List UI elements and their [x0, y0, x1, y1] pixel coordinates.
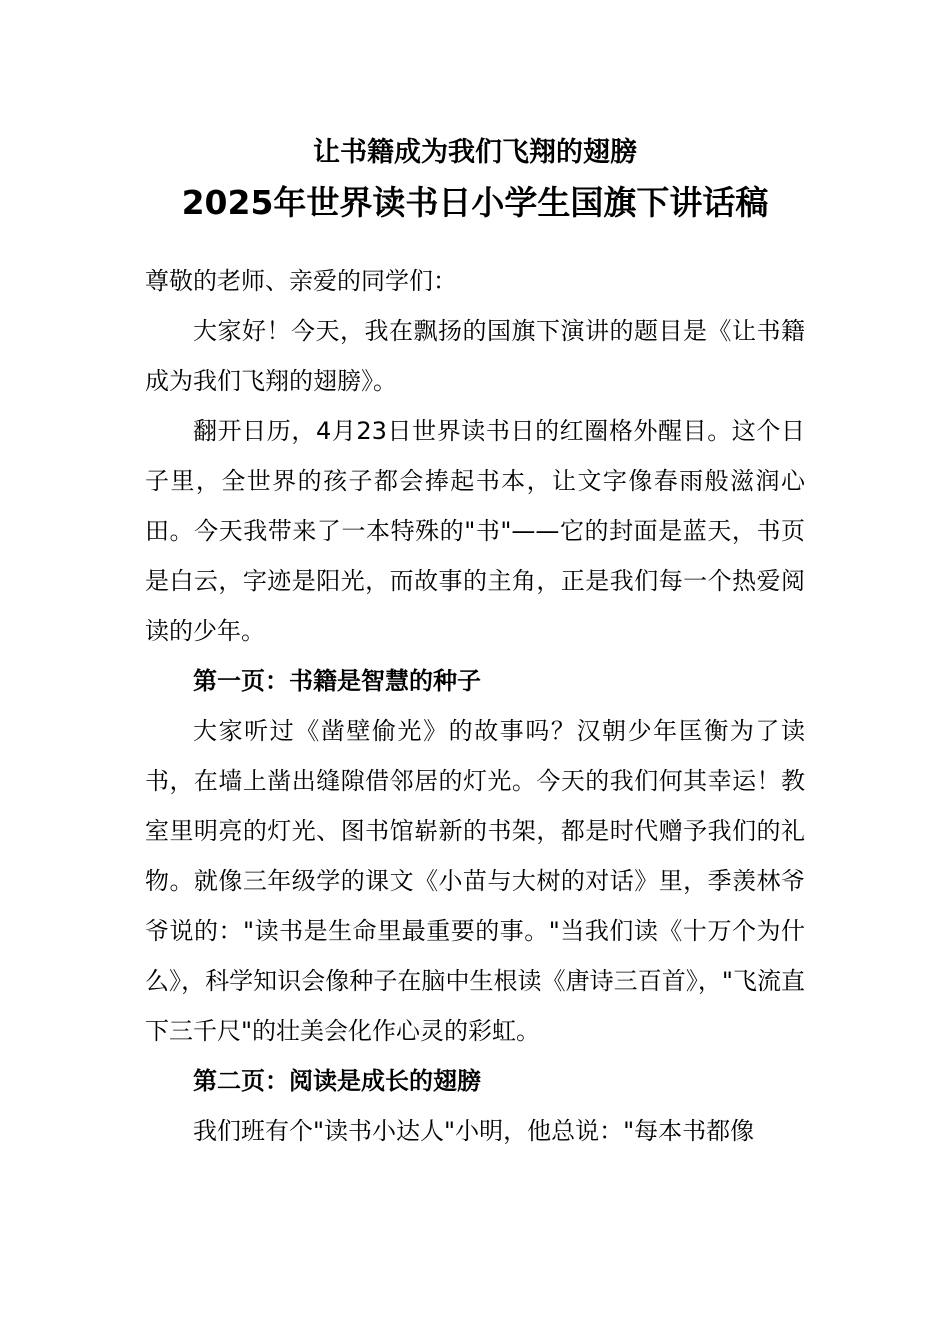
section-paragraph-1: 大家听过《凿壁偷光》的故事吗？汉朝少年匡衡为了读书，在墙上凿出缝隙借邻居的灯光。今天的我们何其幸运！教室里明亮的灯光、图书馆崭新的书架，都是时代赠予我们的礼物。就像三年级学的课文《小苗与大树的对话》里，季羡林爷爷说的："读书是生命里最重要的事。"当我们读《十万个为什么》，科学知识会像种子在脑中生根读《唐诗三百首》，"飞流直下三千尺"的壮美会化作心灵的彩虹。	[145, 717, 805, 1045]
section-heading-2: 第二页：阅读是成长的翅膀	[193, 1067, 481, 1095]
document-subtitle: 2025年世界读书日小学生国旗下讲话稿	[181, 183, 769, 222]
section-paragraph-2: 我们班有个"读书小达人"小明，他总说："每本书都像	[193, 1117, 755, 1145]
paragraph-intro: 大家好！今天，我在飘扬的国旗下演讲的题目是《让书籍成为我们飞翔的翅膀》。	[145, 317, 805, 395]
document-title: 让书籍成为我们飞翔的翅膀	[313, 137, 637, 168]
document-body	[145, 256, 805, 1156]
greeting: 尊敬的老师、亲爱的同学们：	[145, 267, 457, 295]
paragraph-calendar: 翻开日历，4月23日世界读书日的红圈格外醒目。这个日子里，全世界的孩子都会捧起书本，让文字像春雨般滋润心田。今天我带来了一本特殊的"书"——它的封面是蓝天，书页是白云，字迹是阳光，而故事的主角，正是我们每一个热爱阅读的少年。	[145, 417, 805, 645]
section-heading-1: 第一页：书籍是智慧的种子	[193, 667, 481, 695]
